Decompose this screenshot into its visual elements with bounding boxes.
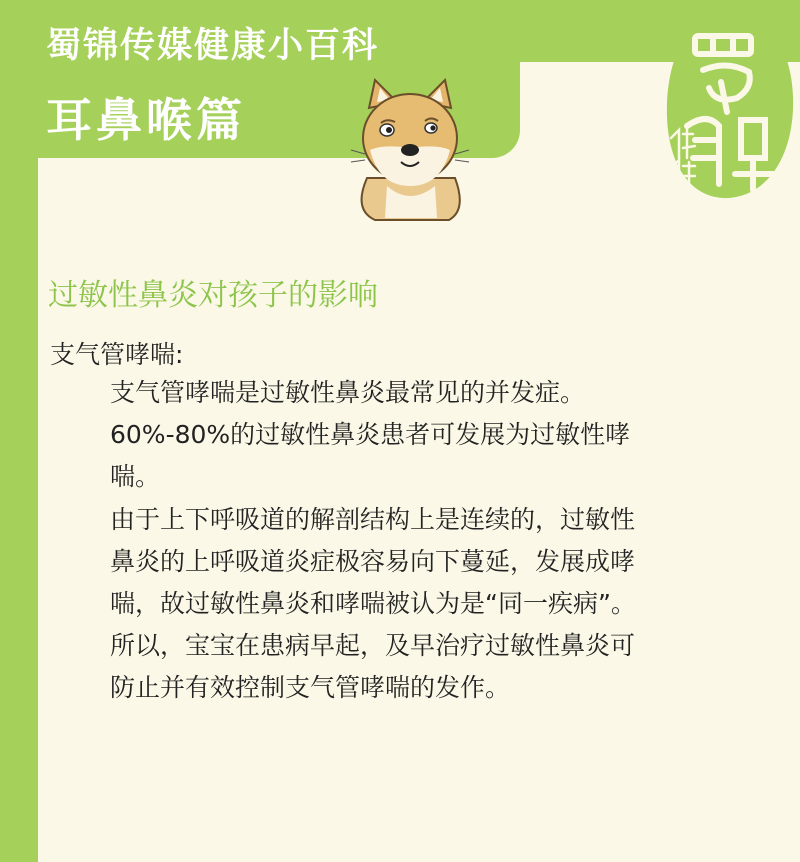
body-line: 喘，故过敏性鼻炎和哮喘被认为是“同一疾病”。 (110, 589, 636, 619)
body-line: 60%-80%的过敏性鼻炎患者可发展为过敏性哮 (110, 420, 631, 450)
body-line: 鼻炎的上呼吸道炎症极容易向下蔓延，发展成哮 (110, 546, 636, 576)
body-line: 喘。 (110, 462, 161, 492)
shiba-dog-mascot-icon (345, 78, 475, 223)
subheading: 支气管哮喘: (50, 340, 184, 369)
series-title: 蜀锦传媒健康小百科 (46, 26, 380, 66)
body-line: 由于上下呼吸道的解剖结构上是连续的，过敏性 (110, 504, 636, 534)
episode-title: 耳鼻喉篇 (46, 93, 246, 147)
section-heading: 过敏性鼻炎对孩子的影响 (48, 278, 378, 313)
body-line: 所以，宝宝在患病早起，及早治疗过敏性鼻炎可 (110, 631, 636, 661)
body-line: 防止并有效控制支气管哮喘的发作。 (110, 673, 511, 703)
body-line: 支气管哮喘是过敏性鼻炎最常见的并发症。 (110, 378, 586, 407)
shujin-logo-icon (657, 8, 799, 204)
article-body (110, 372, 720, 710)
